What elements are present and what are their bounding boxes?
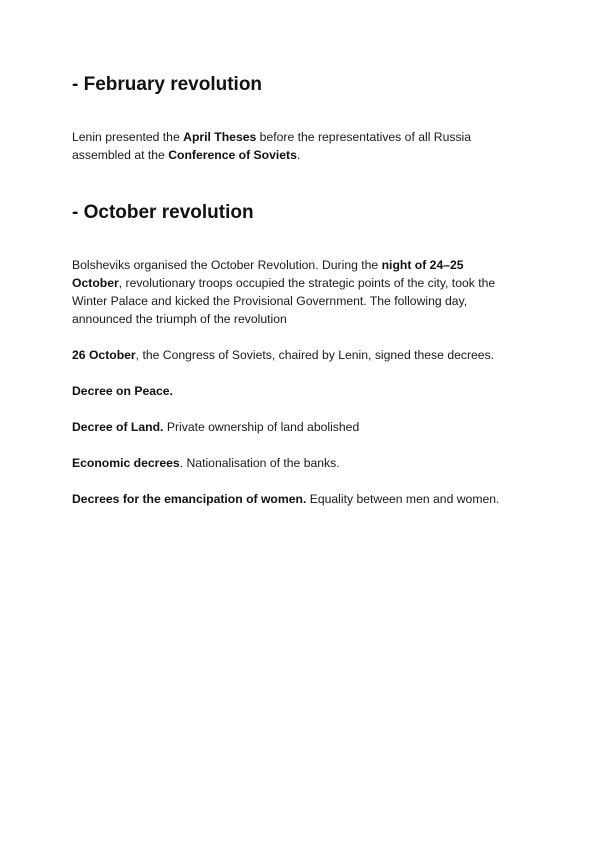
paragraph-decree-of-land	[72, 418, 542, 436]
text-line: Lenin presented the April Theses before the representatives of all Russia	[72, 130, 472, 144]
paragraph-emancipation-of-women	[72, 490, 542, 508]
text-line: Bolsheviks organised the October Revolution. During the night of 24–25	[72, 258, 464, 272]
text-line: Decree of Land. Private ownership of land abolished	[72, 420, 360, 434]
text-line: Decree on Peace.	[72, 384, 173, 398]
paragraph-economic-decrees	[72, 454, 542, 472]
text-line: October, revolutionary troops occupied the strategic points of the city, took the	[72, 276, 496, 290]
paragraph-october-events	[72, 256, 542, 328]
heading-february-revolution: - February revolution	[72, 74, 263, 95]
text-line: Winter Palace and kicked the Provisional Government. The following day,	[72, 294, 468, 308]
heading-october-revolution: - October revolution	[72, 202, 254, 223]
text-line: assembled at the Conference of Soviets.	[72, 148, 301, 162]
text-line: Economic decrees. Nationalisation of the banks.	[72, 456, 340, 470]
text-line: Decrees for the emancipation of women. Equality between men and women.	[72, 492, 500, 506]
paragraph-congress-of-soviets	[72, 346, 542, 364]
text-line: 26 October, the Congress of Soviets, chaired by Lenin, signed these decrees.	[72, 348, 495, 362]
paragraph-april-theses	[72, 128, 542, 164]
text-line: announced the triumph of the revolution	[72, 312, 287, 326]
paragraph-decree-on-peace	[72, 382, 542, 400]
